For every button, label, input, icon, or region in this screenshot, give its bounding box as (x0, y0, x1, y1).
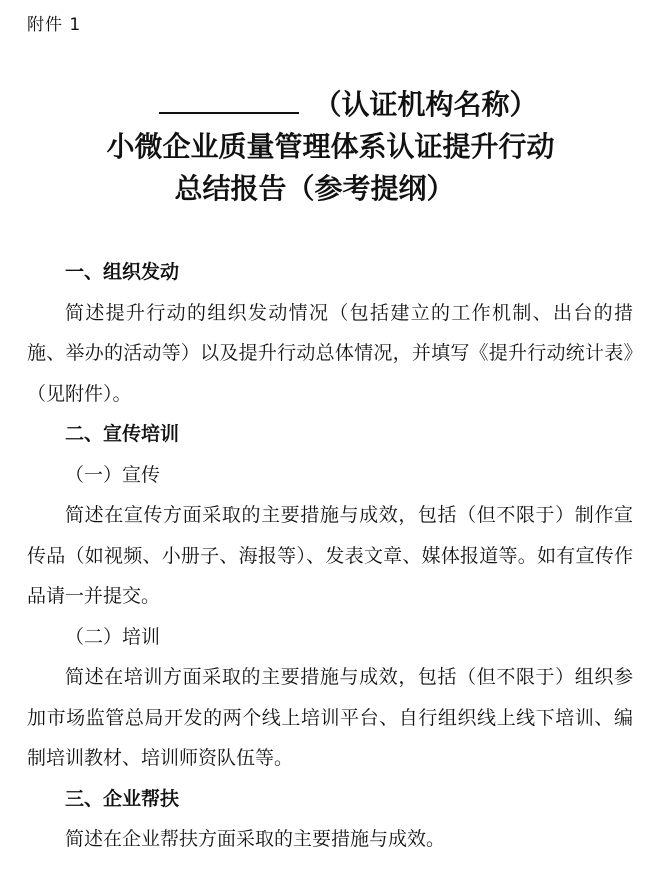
section-paragraph-3: 简述在企业帮扶方面采取的主要措施与成效。 (65, 828, 446, 850)
attachment-label: 附件 1 (27, 15, 82, 35)
title-org-name: （认证机构名称） (313, 88, 538, 121)
section-heading-1: 一、组织发动 (65, 261, 180, 283)
title-line-3: 总结报告（参考提纲） (174, 172, 455, 205)
title-line-1 (18, 84, 661, 126)
document-title (0, 84, 661, 210)
subsection-heading-2-2: （二）培训 (65, 625, 161, 648)
title-blank-underline (159, 84, 299, 114)
section-heading-3: 三、企业帮扶 (65, 787, 180, 810)
document-body (27, 252, 633, 860)
subsection-paragraph-2-2: 简述在培训方面采取的主要措施与成效，包括（但不限于）组织参加市场监管总局开发的两个线上培训平台、自行组织线上线下培训、编制培训教材、培训师资队伍等。 (27, 666, 633, 769)
title-line-2: 小微企业质量管理体系认证提升行动 (106, 130, 555, 163)
subsection-heading-2-1: （一）宣传 (65, 463, 161, 486)
section-paragraph-1: 简述提升行动的组织发动情况（包括建立的工作机制、出台的措施、举办的活动等）以及提升行动总体情况，并填写《提升行动统计表》（见附件）。 (27, 301, 633, 405)
section-heading-2: 二、宣传培训 (65, 423, 180, 445)
subsection-paragraph-2-1: 简述在宣传方面采取的主要措施与成效，包括（但不限于）制作宣传品（如视频、小册子、海报等）、发表文章、媒体报道等。如有宣传作品请一并提交。 (27, 504, 633, 607)
